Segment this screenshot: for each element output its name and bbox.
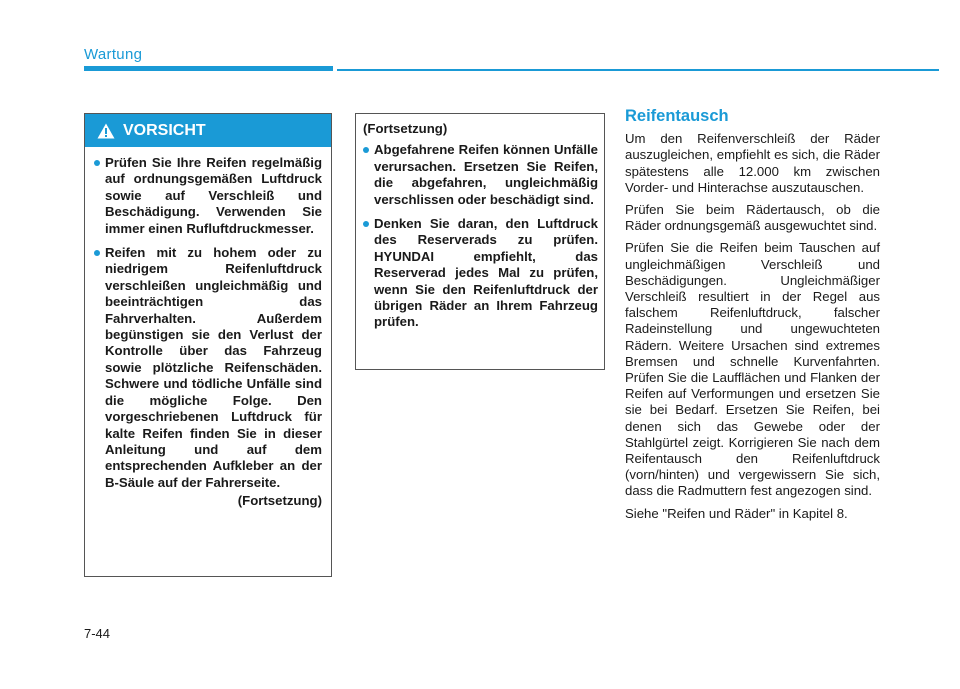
page-number: 7-44 bbox=[84, 626, 111, 641]
caution-bullet-text: Reifen mit zu hohem oder zu niedrigem Reifenluftdruck verschleißen ungleichmäßig und beeinträchtigen das Fahrverhalten. Außerdem begünstigen sie den Verlust der Kontrolle über das Fahrzeug sowie plötzliche Reifenschäden. Schwere und tödliche Unfälle sind die mögliche Folge. Den vorgeschriebenen Luftdruck für kalte Reifen finden Sie in dieser Anleitung und auf dem entsprechenden Aufkleber an der B-Säule auf der Fahrerseite. bbox=[105, 245, 322, 490]
continued-note: (Fortsetzung) bbox=[237, 493, 322, 509]
reifentausch-section bbox=[625, 108, 880, 528]
bullet-dot-icon bbox=[363, 221, 369, 227]
caution-bullet-text: Prüfen Sie Ihre Reifen regelmäßig auf ordnungsgemäßen Luftdruck sowie auf Verschleiß und Beschädigung. Verwenden Sie immer einen Rufluftdruckmesser. bbox=[105, 155, 322, 236]
section-paragraph: Prüfen Sie die Reifen beim Tauschen auf ungleichmäßigen Verschleiß und Beschädigungen. Ungleichmäßiger Verschleiß resultiert in der Regel aus falschem Reifenluftdruck, falscher Radeinstellung und ungewuchteten Rädern. Weitere Ursachen sind extremes Bremsen und schnelle Kurvenfahrten. Prüfen Sie die Laufflächen und Flanken der Reifen auf Verformungen und ersetzen Sie sie bei Bedarf. Ersetzen Sie Reifen, bei denen sich das Gewebe oder der Stahlgürtel zeigt. Korrigieren Sie nach dem Reifentausch den Reifenluftdruck (vorn/hinten) und vergewissern Sie sich, dass die Radmuttern fest angezogen sind. bbox=[625, 240, 880, 499]
bullet-dot-icon bbox=[94, 250, 100, 256]
caution-bullet bbox=[94, 245, 322, 491]
header-rule-thin bbox=[337, 69, 939, 71]
continued-label: (Fortsetzung) bbox=[363, 121, 448, 136]
section-title: Reifentausch bbox=[625, 107, 729, 125]
continued-bullet bbox=[363, 142, 598, 208]
continued-bullet-text: Abgefahrene Reifen können Unfälle verursachen. Ersetzen Sie Reifen, die abgefahren, ungleichmäßig verschlissen oder beschädigt sind. bbox=[374, 142, 598, 207]
caution-title: VORSICHT bbox=[123, 121, 206, 139]
caution-box bbox=[84, 113, 332, 577]
bullet-dot-icon bbox=[94, 160, 100, 166]
continued-bullet-text: Denken Sie daran, den Luftdruck des Reserverads zu prüfen. HYUNDAI empfiehlt, das Reserverad jedes Mal zu prüfen, wenn Sie den Reifenluftdruck der übrigen Räder an Ihrem Fahrzeug prüfen. bbox=[374, 216, 598, 330]
section-paragraph: Siehe "Reifen und Räder" in Kapitel 8. bbox=[625, 505, 848, 521]
section-paragraph: Prüfen Sie beim Rädertausch, ob die Räder ordnungsgemäß ausgewuchtet sind. bbox=[625, 202, 880, 234]
bullet-dot-icon bbox=[363, 147, 369, 153]
warning-triangle-icon bbox=[97, 123, 115, 139]
header-rule-thick bbox=[84, 66, 333, 71]
caution-header bbox=[85, 114, 331, 147]
continued-box bbox=[355, 113, 605, 370]
caution-bullet bbox=[94, 155, 322, 237]
section-paragraph: Um den Reifenverschleiß der Räder auszugleichen, empfiehlt es sich, die Räder spätestens alle 12.000 km zwischen Vorder- und Hinterachse auszutauschen. bbox=[625, 131, 880, 195]
caution-body bbox=[85, 147, 331, 510]
continued-body bbox=[356, 114, 604, 331]
section-header: Wartung bbox=[84, 46, 143, 63]
continued-bullet bbox=[363, 216, 598, 331]
